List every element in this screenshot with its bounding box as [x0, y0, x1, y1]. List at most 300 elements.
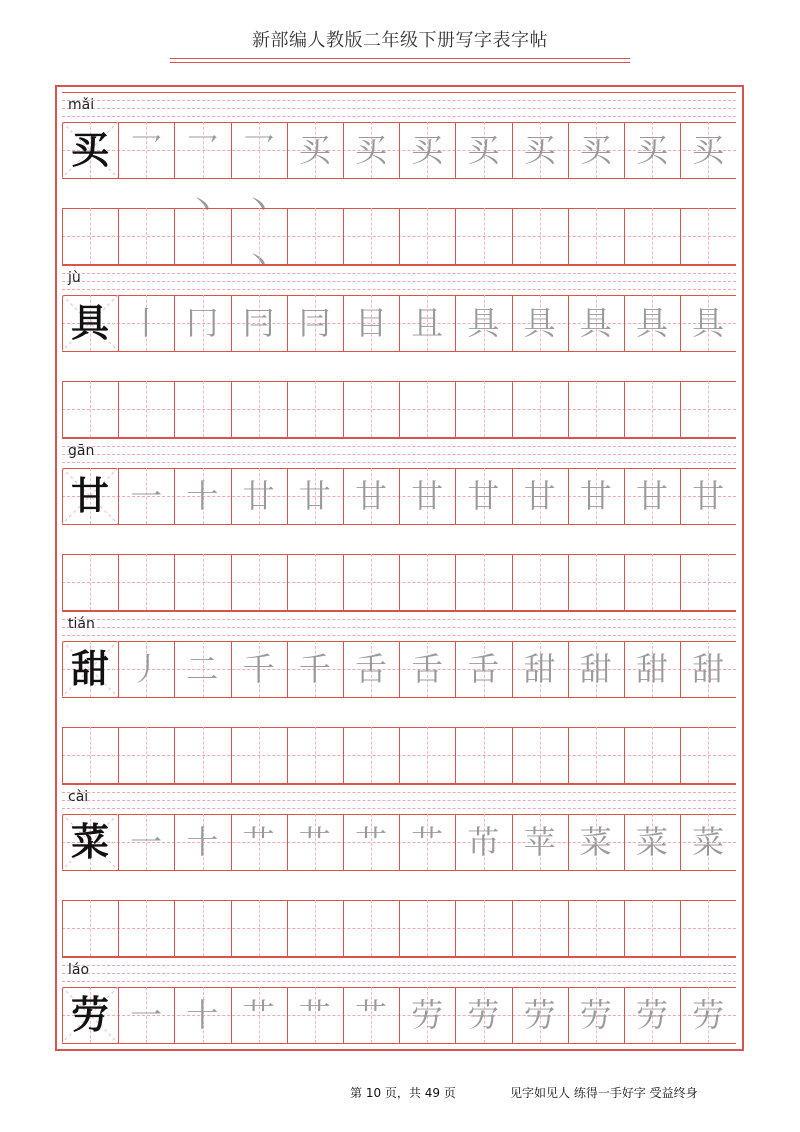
tracing-cell[interactable] [399, 814, 455, 870]
pinyin-guide-line [62, 981, 736, 982]
grid-column-line [455, 727, 456, 783]
pinyin-label: jù [68, 270, 81, 286]
grid-column-midline [146, 554, 147, 610]
grid-column-line [624, 554, 625, 610]
stroke-step-character: 甘 [579, 477, 612, 515]
tracing-cell[interactable] [174, 814, 230, 870]
pinyin-guide-line [62, 973, 736, 974]
stroke-step-character: 劳 [692, 996, 725, 1034]
stroke-step-character: 艹 [298, 996, 331, 1034]
tracing-cell[interactable] [624, 641, 680, 697]
stroke-step-character: 劳 [411, 996, 444, 1034]
tracing-cell[interactable] [680, 122, 736, 178]
grid-column-midline [484, 900, 485, 956]
tracing-cell[interactable] [118, 641, 174, 697]
grid-column-line [287, 554, 288, 610]
grid-column-midline [371, 727, 372, 783]
tracing-cell[interactable] [624, 122, 680, 178]
tracing-cell[interactable] [231, 295, 287, 351]
tracing-cell[interactable] [399, 641, 455, 697]
tracing-cell[interactable] [512, 122, 568, 178]
stroke-step-character: 买 [635, 131, 668, 169]
tracing-cell[interactable] [231, 122, 287, 281]
pinyin-guide-line [62, 108, 736, 109]
tracing-cell[interactable] [118, 295, 174, 351]
tracing-cell[interactable] [343, 814, 399, 870]
stroke-step-character: 丿 [130, 650, 163, 688]
stroke-step-character: 买 [411, 131, 444, 169]
model-character-cell [62, 295, 118, 351]
tracing-cell[interactable] [118, 814, 174, 870]
tracing-cell[interactable] [568, 122, 624, 178]
stroke-step-character: 买 [579, 131, 612, 169]
grid-column-midline [203, 208, 204, 264]
grid-column-line [568, 554, 569, 610]
stroke-step-character: 千 [298, 650, 331, 688]
grid-column-line [231, 554, 232, 610]
grid-column-line [287, 727, 288, 783]
grid-column-midline [427, 727, 428, 783]
grid-column-midline [259, 381, 260, 437]
grid-column-line [680, 554, 681, 610]
tracing-cell[interactable] [455, 987, 511, 1043]
grid-column-line [62, 554, 63, 610]
tracing-cell[interactable] [287, 814, 343, 870]
grid-column-line [231, 900, 232, 956]
stroke-step-character: 舌 [467, 650, 500, 688]
tracing-cell[interactable] [174, 987, 230, 1043]
tracing-cell[interactable] [568, 814, 624, 870]
stroke-step-character: 乛丶 [186, 131, 219, 225]
grid-column-midline [596, 554, 597, 610]
grid-border-line [62, 870, 736, 871]
model-character: 买 [70, 127, 109, 172]
stroke-step-character: 甜 [523, 650, 556, 688]
grid-column-line [455, 900, 456, 956]
grid-column-line [231, 381, 232, 437]
grid-column-midline [427, 900, 428, 956]
grid-column-midline [259, 900, 260, 956]
tracing-cell[interactable] [174, 641, 230, 697]
grid-column-line [174, 381, 175, 437]
grid-column-line [343, 554, 344, 610]
grid-column-line [287, 208, 288, 264]
grid-column-line [455, 554, 456, 610]
grid-column-line [287, 381, 288, 437]
grid-column-line [512, 727, 513, 783]
tracing-cell[interactable] [287, 468, 343, 524]
pinyin-guide-line [62, 808, 736, 809]
grid-column-midline [484, 208, 485, 264]
stroke-step-character: 劳 [523, 996, 556, 1034]
stroke-step-character: 劳 [467, 996, 500, 1034]
grid-column-line [512, 554, 513, 610]
grid-column-line [512, 381, 513, 437]
tracing-cell[interactable] [399, 122, 455, 178]
grid-column-midline [708, 554, 709, 610]
grid-column-line [680, 381, 681, 437]
grid-column-line [174, 727, 175, 783]
tracing-cell[interactable] [680, 295, 736, 351]
pinyin-guide-line [62, 92, 736, 93]
grid-column-midline [259, 554, 260, 610]
grid-column-midline [315, 208, 316, 264]
character-row [62, 611, 736, 783]
tracing-cell[interactable] [568, 987, 624, 1043]
tracing-cell[interactable] [455, 814, 511, 870]
grid-column-line [399, 900, 400, 956]
grid-column-line [399, 554, 400, 610]
grid-column-midline [259, 727, 260, 783]
stroke-step-character: 买 [354, 131, 387, 169]
pinyin-guide-line [62, 116, 736, 117]
grid-border-line [62, 351, 736, 352]
pinyin-guide-line [62, 289, 736, 290]
tracing-cell[interactable] [624, 987, 680, 1043]
grid-column-midline [315, 554, 316, 610]
grid-column-midline [708, 900, 709, 956]
pinyin-guide-line [62, 965, 736, 966]
grid-column-line [624, 727, 625, 783]
pinyin-guide-line [62, 792, 736, 793]
grid-border-line [62, 1043, 736, 1044]
tracing-cell[interactable] [231, 468, 287, 524]
stroke-step-character: 甘 [523, 477, 556, 515]
grid-border-line [62, 697, 736, 698]
tracing-cell[interactable] [287, 987, 343, 1043]
grid-column-midline [203, 554, 204, 610]
grid-column-midline [652, 381, 653, 437]
stroke-step-character: 乛 [130, 131, 163, 169]
tracing-cell[interactable] [343, 122, 399, 178]
character-row [62, 265, 736, 437]
pinyin-label: cài [68, 789, 89, 805]
grid-column-midline [596, 727, 597, 783]
stroke-step-character: 甜 [635, 650, 668, 688]
stroke-step-character: 甜 [579, 650, 612, 688]
model-character: 菜 [70, 819, 109, 864]
grid-column-midline [427, 554, 428, 610]
character-row [62, 957, 736, 1077]
model-character-cell [62, 814, 118, 870]
stroke-step-character: 目 [354, 304, 387, 342]
grid-column-line [62, 900, 63, 956]
tracing-cell[interactable] [118, 987, 174, 1043]
stroke-step-character: 冂 [186, 304, 219, 342]
grid-column-midline [708, 208, 709, 264]
grid-column-midline [652, 900, 653, 956]
tracing-cell[interactable] [680, 987, 736, 1043]
stroke-step-character: 具 [467, 304, 500, 342]
grid-border-line [62, 178, 736, 179]
stroke-step-character: 十 [186, 823, 219, 861]
grid-column-line [568, 900, 569, 956]
tracing-cell[interactable] [174, 122, 230, 225]
grid-column-midline [146, 208, 147, 264]
grid-column-line [118, 208, 119, 264]
grid-column-midline [371, 208, 372, 264]
grid-column-midline [652, 208, 653, 264]
grid-column-line [624, 208, 625, 264]
stroke-step-character: 十 [186, 477, 219, 515]
grid-column-line [455, 381, 456, 437]
stroke-step-character: 艹 [354, 823, 387, 861]
pinyin-guide-line [62, 635, 736, 636]
stroke-step-character: 二 [186, 650, 219, 688]
footer-slogan: 见字如见人 练得一手好字 受益终身 [510, 1086, 698, 1100]
pinyin-guide-line [62, 800, 736, 801]
grid-column-line [231, 727, 232, 783]
tracing-cell[interactable] [343, 987, 399, 1043]
stroke-step-character: 菜 [635, 823, 668, 861]
stroke-step-character: 艹 [411, 823, 444, 861]
grid-column-line [174, 208, 175, 264]
grid-column-midline [708, 727, 709, 783]
model-character-cell [62, 641, 118, 697]
grid-column-line [343, 727, 344, 783]
pinyin-guide-line [62, 784, 736, 785]
grid-column-line [343, 900, 344, 956]
tracing-cell[interactable] [568, 468, 624, 524]
grid-column-midline [146, 900, 147, 956]
tracing-cell[interactable] [455, 641, 511, 697]
tracing-cell[interactable] [568, 295, 624, 351]
grid-column-line [118, 900, 119, 956]
stroke-step-character: 甘 [411, 477, 444, 515]
tracing-cell[interactable] [231, 987, 287, 1043]
stroke-step-character: 舌 [354, 650, 387, 688]
stroke-step-character: 冃 [242, 304, 275, 342]
stroke-step-character: 艹 [242, 823, 275, 861]
grid-column-midline [315, 900, 316, 956]
stroke-step-character: 菜 [579, 823, 612, 861]
grid-column-midline [203, 900, 204, 956]
pinyin-label: tián [68, 616, 95, 632]
grid-border-line [62, 524, 736, 525]
grid-column-midline [596, 208, 597, 264]
grid-column-line [455, 208, 456, 264]
tracing-cell[interactable] [680, 814, 736, 870]
pinyin-guide-line [62, 627, 736, 628]
stroke-step-character: 劳 [579, 996, 612, 1034]
stroke-step-character: 甘 [692, 477, 725, 515]
tracing-cell[interactable] [231, 814, 287, 870]
pinyin-guide-line [62, 619, 736, 620]
grid-column-line [62, 208, 63, 264]
tracing-cell[interactable] [231, 641, 287, 697]
grid-column-line [624, 900, 625, 956]
grid-column-line [512, 900, 513, 956]
grid-column-midline [596, 900, 597, 956]
tracing-cell[interactable] [399, 468, 455, 524]
pinyin-guide-line [62, 957, 736, 958]
stroke-step-character: 买 [523, 131, 556, 169]
pinyin-guide-line [62, 100, 736, 101]
tracing-cell[interactable] [118, 122, 174, 178]
tracing-cell[interactable] [512, 641, 568, 697]
tracing-cell[interactable] [118, 468, 174, 524]
title-underline-top [170, 58, 630, 59]
stroke-step-character: 艹 [298, 823, 331, 861]
grid-column-midline [315, 381, 316, 437]
pinyin-guide-line [62, 438, 736, 439]
grid-column-midline [315, 727, 316, 783]
stroke-step-character: 甜 [692, 650, 725, 688]
tracing-cell[interactable] [680, 641, 736, 697]
grid-column-line [680, 900, 681, 956]
stroke-step-character: 买 [467, 131, 500, 169]
grid-column-midline [652, 554, 653, 610]
grid-column-midline [371, 554, 372, 610]
grid-column-midline [540, 727, 541, 783]
stroke-step-character: 十 [186, 996, 219, 1034]
pinyin-label: gān [68, 443, 95, 459]
model-character: 甘 [70, 473, 109, 518]
character-row [62, 784, 736, 956]
tracing-cell[interactable] [512, 987, 568, 1043]
tracing-cell[interactable] [512, 814, 568, 870]
stroke-step-character: 廿 [298, 477, 331, 515]
model-character-cell [62, 468, 118, 524]
tracing-cell[interactable] [287, 295, 343, 351]
grid-column-midline [540, 900, 541, 956]
tracing-cell[interactable] [624, 295, 680, 351]
grid-column-midline [90, 900, 91, 956]
grid-column-line [231, 208, 232, 264]
grid-column-midline [90, 208, 91, 264]
grid-column-midline [427, 208, 428, 264]
stroke-step-character: 一 [130, 823, 163, 861]
tracing-cell[interactable] [512, 468, 568, 524]
grid-column-midline [90, 554, 91, 610]
grid-column-midline [484, 727, 485, 783]
grid-column-line [399, 208, 400, 264]
tracing-cell[interactable] [455, 295, 511, 351]
pinyin-label: mǎi [68, 97, 95, 113]
stroke-step-character: 芇 [467, 823, 500, 861]
grid-column-midline [596, 381, 597, 437]
grid-column-line [399, 381, 400, 437]
model-character-cell [62, 987, 118, 1043]
model-character-cell [62, 122, 118, 178]
pinyin-guide-line [62, 273, 736, 274]
grid-column-line [343, 381, 344, 437]
grid-column-midline [90, 381, 91, 437]
stroke-step-character: 乛丶丶 [242, 131, 275, 281]
tracing-cell[interactable] [287, 641, 343, 697]
grid-column-line [118, 554, 119, 610]
stroke-step-character: 廿 [242, 477, 275, 515]
tracing-cell[interactable] [343, 641, 399, 697]
pinyin-label: láo [68, 962, 90, 978]
grid-column-line [287, 900, 288, 956]
grid-column-line [174, 554, 175, 610]
stroke-step-character: 甘 [635, 477, 668, 515]
stroke-step-character: 且 [411, 304, 444, 342]
character-row [62, 438, 736, 610]
stroke-step-character: 具 [523, 304, 556, 342]
stroke-step-character: 丨 [130, 304, 163, 342]
tracing-cell[interactable] [343, 295, 399, 351]
stroke-step-character: 买 [298, 131, 331, 169]
grid-column-line [680, 208, 681, 264]
grid-column-line [512, 208, 513, 264]
stroke-step-character: 买 [692, 131, 725, 169]
stroke-step-character: 具 [692, 304, 725, 342]
grid-column-midline [371, 381, 372, 437]
tracing-cell[interactable] [624, 468, 680, 524]
tracing-cell[interactable] [399, 987, 455, 1043]
pinyin-guide-line [62, 462, 736, 463]
grid-column-line [568, 208, 569, 264]
grid-column-line [568, 727, 569, 783]
stroke-step-character: 千 [242, 650, 275, 688]
grid-column-midline [484, 554, 485, 610]
model-character: 甜 [70, 646, 109, 691]
grid-column-line [62, 381, 63, 437]
grid-column-midline [540, 381, 541, 437]
grid-column-midline [203, 381, 204, 437]
tracing-cell[interactable] [174, 295, 230, 351]
grid-column-midline [90, 727, 91, 783]
tracing-cell[interactable] [680, 468, 736, 524]
grid-column-line [118, 381, 119, 437]
grid-column-line [174, 900, 175, 956]
grid-column-line [624, 381, 625, 437]
pinyin-guide-line [62, 265, 736, 266]
grid-column-midline [146, 381, 147, 437]
tracing-cell[interactable] [174, 468, 230, 524]
tracing-cell[interactable] [455, 468, 511, 524]
tracing-cell[interactable] [287, 122, 343, 178]
grid-column-line [343, 208, 344, 264]
stroke-step-character: 一 [130, 996, 163, 1034]
stroke-step-character: 具 [579, 304, 612, 342]
grid-column-midline [708, 381, 709, 437]
tracing-cell[interactable] [568, 641, 624, 697]
model-character: 劳 [70, 992, 109, 1037]
tracing-cell[interactable] [343, 468, 399, 524]
tracing-cell[interactable] [512, 295, 568, 351]
stroke-step-character: 一 [130, 477, 163, 515]
grid-column-midline [371, 900, 372, 956]
stroke-step-character: 苹 [523, 823, 556, 861]
grid-column-line [399, 727, 400, 783]
model-character: 具 [70, 300, 109, 345]
grid-column-midline [484, 381, 485, 437]
stroke-step-character: 甘 [467, 477, 500, 515]
stroke-step-character: 劳 [635, 996, 668, 1034]
stroke-step-character: 冃 [298, 304, 331, 342]
grid-column-line [680, 727, 681, 783]
stroke-step-character: 菜 [692, 823, 725, 861]
stroke-step-character: 甘 [354, 477, 387, 515]
grid-column-line [62, 727, 63, 783]
grid-column-line [118, 727, 119, 783]
grid-column-midline [540, 208, 541, 264]
page-number: 第 10 页，共 49 页 [350, 1086, 456, 1100]
tracing-cell[interactable] [399, 295, 455, 351]
stroke-step-character: 艹 [242, 996, 275, 1034]
tracing-cell[interactable] [455, 122, 511, 178]
tracing-cell[interactable] [624, 814, 680, 870]
grid-column-midline [427, 381, 428, 437]
pinyin-guide-line [62, 281, 736, 282]
stroke-step-character: 艹 [354, 996, 387, 1034]
pinyin-guide-line [62, 454, 736, 455]
grid-column-midline [203, 727, 204, 783]
pinyin-guide-line [62, 446, 736, 447]
